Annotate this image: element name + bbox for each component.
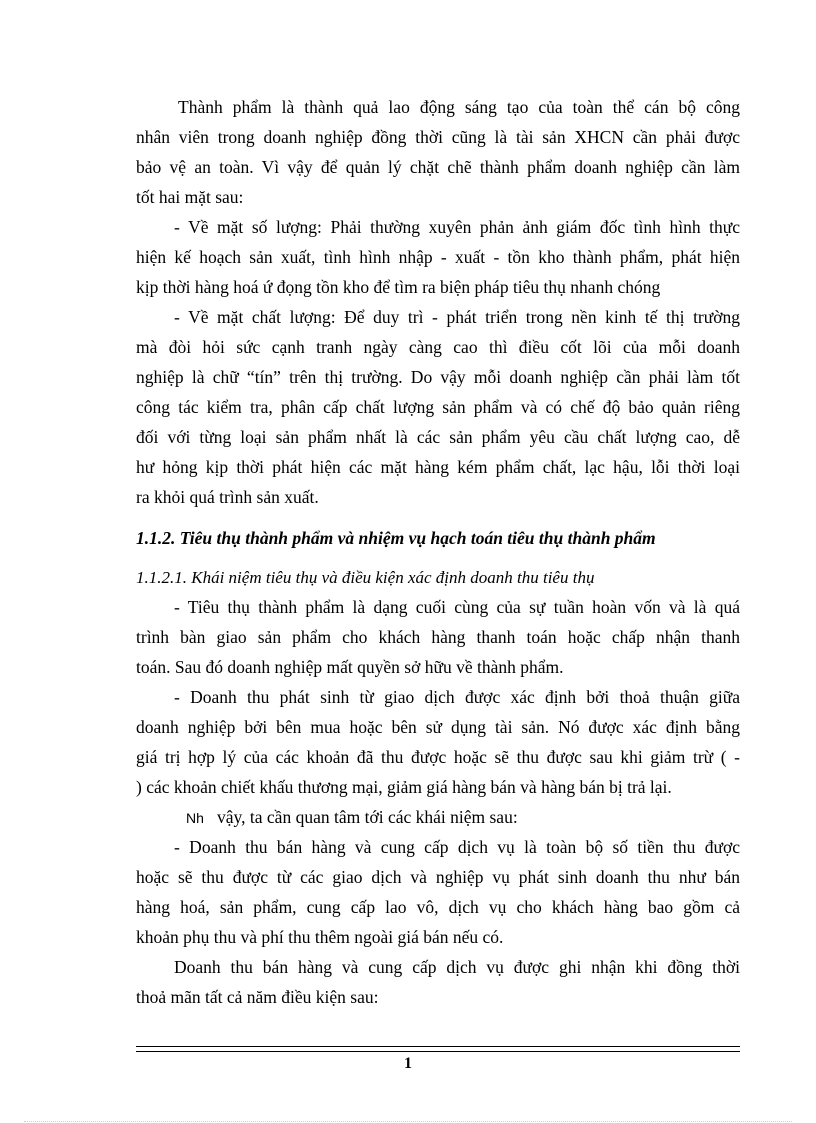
paragraph-4-line-3: toán. Sau đó doanh nghiệp mất quyền sở hữu về thành phẩm.	[136, 657, 564, 677]
paragraph-1-line-2: nhân viên trong doanh nghiệp đồng thời cũng là tài sản XHCN cần phải được	[136, 127, 740, 147]
paragraph-6-text: vậy, ta cần quan tâm tới các khái niệm sau:	[217, 807, 518, 827]
paragraph-7-line-2: hoặc sẽ thu được từ các giao dịch và nghiệp vụ phát sinh doanh thu như bán	[136, 867, 740, 887]
paragraph-7-line-4: khoản phụ thu và phí thu thêm ngoài giá bán nếu có.	[136, 927, 504, 947]
paragraph-5-line-3: giá trị hợp lý của các khoản đã thu được hoặc sẽ thu được sau khi giảm trừ ( -	[136, 747, 740, 767]
paragraph-3-line-2: mà đòi hỏi sức cạnh tranh ngày càng cao thì điều cốt lõi của mỗi doanh	[136, 337, 740, 357]
page-number: 1	[404, 1055, 412, 1072]
paragraph-3-line-3: nghiệp là chữ “tín” trên thị trường. Do vậy mỗi doanh nghiệp cần phải làm tốt	[136, 367, 740, 387]
paragraph-6-line-1	[136, 802, 740, 832]
paragraph-2-line-3: kịp thời hàng hoá ứ đọng tồn kho để tìm ra biện pháp tiêu thụ nhanh chóng	[136, 277, 661, 297]
paragraph-5-line-2: doanh nghiệp bởi bên mua hoặc bên sử dụng tài sản. Nó được xác định bằng	[136, 717, 740, 737]
paragraph-8-line-2: thoả mãn tất cả năm điều kiện sau:	[136, 987, 379, 1007]
paragraph-7-line-1: - Doanh thu bán hàng và cung cấp dịch vụ là toàn bộ số tiền thu được	[174, 837, 740, 857]
paragraph-3-line-4: công tác kiểm tra, phân cấp chất lượng sản phẩm và có chế độ bảo quản riêng	[136, 397, 740, 417]
paragraph-4-line-2: trình bàn giao sản phẩm cho khách hàng thanh toán hoặc chấp nhận thanh	[136, 627, 740, 647]
paragraph-2-line-2: hiện kế hoạch sản xuất, tình hình nhập - xuất - tồn kho thành phẩm, phát hiện	[136, 247, 740, 267]
paragraph-7-line-3: hàng hoá, sản phẩm, cung cấp lao vô, dịch vụ cho khách hàng bao gồm cả	[136, 897, 740, 917]
paragraph-8-line-1: Doanh thu bán hàng và cung cấp dịch vụ được ghi nhận khi đồng thời	[174, 957, 740, 977]
body-text	[136, 0, 740, 1123]
paragraph-5-line-4: ) các khoản chiết khấu thương mại, giảm giá hàng bán và hàng bán bị trả lại.	[136, 777, 672, 797]
paragraph-2-line-1: - Về mặt số lượng: Phải thường xuyên phản ảnh giám đốc tình hình thực	[174, 217, 740, 237]
paragraph-1-line-3: bảo vệ an toàn. Vì vậy để quản lý chặt chẽ thành phẩm doanh nghiệp cần làm	[136, 157, 740, 177]
paragraph-1-line-1: Thành phẩm là thành quả lao động sáng tạo của toàn thể cán bộ công	[178, 97, 740, 117]
paragraph-3-line-1: - Về mặt chất lượng: Để duy trì - phát triển trong nền kinh tế thị trường	[174, 307, 740, 327]
garbled-fragment: Nh	[186, 810, 204, 826]
section-heading-1-1-2: 1.1.2. Tiêu thụ thành phẩm và nhiệm vụ hạch toán tiêu thụ thành phẩm	[136, 528, 656, 548]
paragraph-4-line-1: - Tiêu thụ thành phẩm là dạng cuối cùng của sự tuần hoàn vốn và là quá	[174, 597, 740, 617]
paragraph-1-line-4: tốt hai mặt sau:	[136, 187, 244, 207]
paragraph-5-line-1: - Doanh thu phát sinh từ giao dịch được xác định bởi thoả thuận giữa	[174, 687, 740, 707]
paragraph-3-line-5: đối với từng loại sản phẩm nhất là các sản phẩm yêu cầu chất lượng cao, dễ	[136, 427, 740, 447]
paragraph-3-line-7: ra khỏi quá trình sản xuất.	[136, 487, 319, 507]
paragraph-3-line-6: hư hỏng kịp thời phát hiện các mặt hàng kém phẩm chất, lạc hậu, lỗi thời loại	[136, 457, 740, 477]
subsection-heading-1-1-2-1: 1.1.2.1. Khái niệm tiêu thụ và điều kiện xác định doanh thu tiêu thụ	[136, 568, 595, 587]
